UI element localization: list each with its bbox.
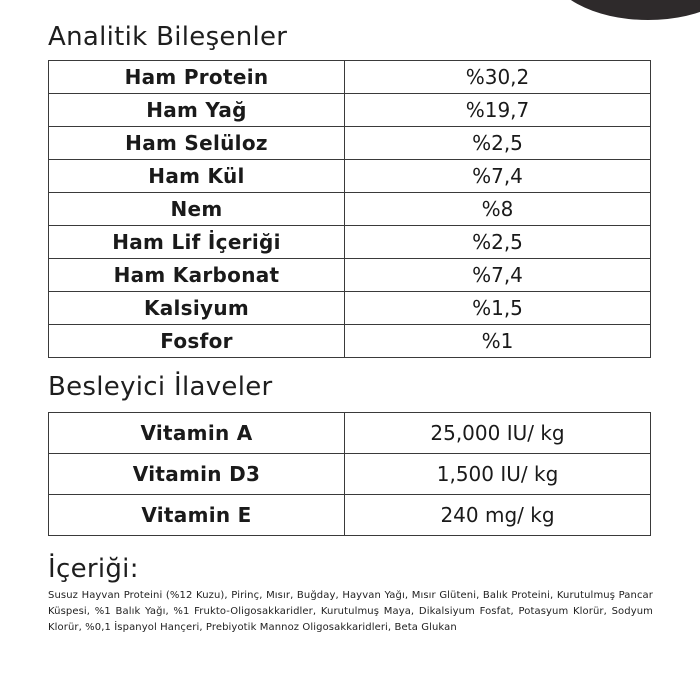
component-value: %19,7: [345, 94, 651, 127]
component-name: Ham Selüloz: [49, 127, 345, 160]
additives-table: [48, 412, 651, 536]
table-row: [49, 193, 651, 226]
table-row: [49, 127, 651, 160]
component-value: %7,4: [345, 259, 651, 292]
table-row: [49, 61, 651, 94]
table-row: [49, 259, 651, 292]
table-row: [49, 495, 651, 536]
component-value: %30,2: [345, 61, 651, 94]
component-name: Ham Karbonat: [49, 259, 345, 292]
decorative-corner-shape: [548, 0, 700, 20]
component-name: Fosfor: [49, 325, 345, 358]
additives-section-title: Besleyici İlaveler: [48, 372, 273, 402]
component-name: Nem: [49, 193, 345, 226]
component-value: %2,5: [345, 127, 651, 160]
component-value: %1,5: [345, 292, 651, 325]
component-name: Ham Lif İçeriği: [49, 226, 345, 259]
analysis-table: [48, 60, 651, 358]
ingredients-list-text: Susuz Hayvan Proteini (%12 Kuzu), Pirinç, Mısır, Buğday, Hayvan Yağı, Mısır Glüteni, Balık Proteini, Kurutulmuş Pancar Küspesi, %1 Balık Yağı, %1 Frukto-Oligosakkaridler, Kurutulmuş Maya, Dikalsiyum Fosfat, Potasyum Klorür, Sodyum Klorür, %0,1 İspanyol Hançeri, Prebiyotik Mannoz Oligosakkaridleri, Beta Glukan: [48, 590, 653, 633]
table-row: [49, 226, 651, 259]
component-value: %2,5: [345, 226, 651, 259]
additive-name: Vitamin E: [49, 495, 345, 536]
table-row: [49, 325, 651, 358]
component-name: Ham Protein: [49, 61, 345, 94]
additive-name: Vitamin D3: [49, 454, 345, 495]
component-name: Ham Kül: [49, 160, 345, 193]
table-row: [49, 292, 651, 325]
component-name: Ham Yağ: [49, 94, 345, 127]
table-row: [49, 94, 651, 127]
additive-value: 25,000 IU/ kg: [345, 413, 651, 454]
component-name: Kalsiyum: [49, 292, 345, 325]
analysis-section-title: Analitik Bileşenler: [48, 22, 288, 52]
table-row: [49, 454, 651, 495]
ingredients-section-title: İçeriği:: [48, 554, 139, 584]
additive-value: 1,500 IU/ kg: [345, 454, 651, 495]
component-value: %7,4: [345, 160, 651, 193]
table-row: [49, 160, 651, 193]
additive-value: 240 mg/ kg: [345, 495, 651, 536]
additive-name: Vitamin A: [49, 413, 345, 454]
component-value: %1: [345, 325, 651, 358]
table-row: [49, 413, 651, 454]
component-value: %8: [345, 193, 651, 226]
